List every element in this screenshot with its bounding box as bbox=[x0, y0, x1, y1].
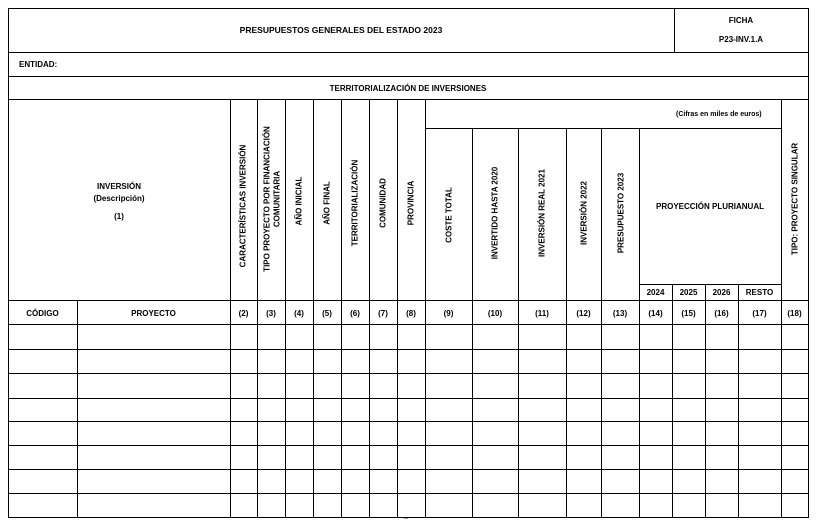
header-tipo-proyecto: TIPO PROYECTO POR FINANCIACIÓN bbox=[262, 126, 272, 272]
table-cell[interactable] bbox=[258, 350, 285, 373]
form-title: PRESUPUESTOS GENERALES DEL ESTADO 2023 bbox=[239, 25, 443, 35]
table-cell[interactable] bbox=[640, 422, 672, 445]
table-cell[interactable] bbox=[473, 374, 518, 398]
table-cell[interactable] bbox=[426, 494, 472, 517]
table-cell[interactable] bbox=[258, 422, 285, 445]
table-cell[interactable] bbox=[231, 374, 257, 398]
table-cell[interactable] bbox=[706, 325, 738, 349]
header-ano-inicial: AÑO INICIAL bbox=[294, 176, 304, 226]
col-num-14: (14) bbox=[648, 309, 663, 318]
table-cell[interactable] bbox=[602, 325, 639, 349]
table-cell[interactable] bbox=[782, 422, 808, 445]
table-cell[interactable] bbox=[640, 374, 672, 398]
table-cell[interactable] bbox=[398, 422, 425, 445]
table-cell[interactable] bbox=[782, 446, 808, 469]
table-cell[interactable] bbox=[782, 350, 808, 373]
table-cell[interactable] bbox=[782, 494, 808, 517]
table-cell[interactable] bbox=[370, 374, 397, 398]
table-cell[interactable] bbox=[739, 374, 781, 398]
units-note: (Cifras en miles de euros) bbox=[676, 111, 762, 118]
table-cell[interactable] bbox=[231, 325, 257, 349]
table-cell[interactable] bbox=[602, 422, 639, 445]
table-cell[interactable] bbox=[78, 470, 230, 493]
border-line bbox=[8, 76, 808, 77]
table-cell[interactable] bbox=[782, 325, 808, 349]
table-cell[interactable] bbox=[673, 374, 705, 398]
table-cell[interactable] bbox=[9, 494, 77, 517]
header-tipo-proyecto-singular: TIPO: PROYECTO SINGULAR bbox=[790, 142, 800, 256]
header-comunidad: COMUNIDAD bbox=[378, 178, 388, 228]
header-provincia: PROVINCIA bbox=[406, 180, 416, 226]
header-bottom bbox=[8, 300, 808, 301]
table-cell[interactable] bbox=[370, 470, 397, 493]
header-coste-total: COSTE TOTAL bbox=[444, 187, 454, 243]
table-cell[interactable] bbox=[567, 325, 601, 349]
col-num-8: (8) bbox=[406, 309, 416, 318]
table-cell[interactable] bbox=[426, 350, 472, 373]
table-cell[interactable] bbox=[286, 350, 313, 373]
table-cell[interactable] bbox=[602, 399, 639, 421]
table-cell[interactable] bbox=[739, 350, 781, 373]
col-num-11: (11) bbox=[535, 309, 549, 318]
header-invertido-2020: INVERTIDO HASTA 2020 bbox=[490, 166, 500, 260]
col-codigo: CÓDIGO bbox=[26, 309, 59, 318]
table-cell[interactable] bbox=[258, 399, 285, 421]
table-cell[interactable] bbox=[370, 422, 397, 445]
table-cell[interactable] bbox=[739, 422, 781, 445]
table-cell[interactable] bbox=[286, 325, 313, 349]
table-cell[interactable] bbox=[314, 374, 341, 398]
table-cell[interactable] bbox=[286, 494, 313, 517]
table-cell[interactable] bbox=[473, 446, 518, 469]
years-line bbox=[639, 284, 781, 285]
footer-mark: -- bbox=[404, 516, 408, 522]
table-cell[interactable] bbox=[9, 470, 77, 493]
table-cell[interactable] bbox=[231, 350, 257, 373]
table-cell[interactable] bbox=[78, 399, 230, 421]
table-cell[interactable] bbox=[602, 350, 639, 373]
table-cell[interactable] bbox=[473, 350, 518, 373]
table-cell[interactable] bbox=[286, 374, 313, 398]
table-cell[interactable] bbox=[426, 374, 472, 398]
table-cell[interactable] bbox=[342, 494, 369, 517]
table-cell[interactable] bbox=[567, 350, 601, 373]
table-cell[interactable] bbox=[286, 470, 313, 493]
table-cell[interactable] bbox=[739, 446, 781, 469]
table-cell[interactable] bbox=[9, 399, 77, 421]
table-cell[interactable] bbox=[640, 494, 672, 517]
table-cell[interactable] bbox=[78, 350, 230, 373]
table-cell[interactable] bbox=[782, 470, 808, 493]
table-cell[interactable] bbox=[398, 446, 425, 469]
header-ano-final: AÑO FINAL bbox=[322, 181, 332, 225]
table-cell[interactable] bbox=[473, 470, 518, 493]
table-cell[interactable] bbox=[640, 325, 672, 349]
table-cell[interactable] bbox=[706, 470, 738, 493]
inversion-label: INVERSIÓN bbox=[96, 182, 141, 191]
table-cell[interactable] bbox=[342, 399, 369, 421]
table-cell[interactable] bbox=[398, 470, 425, 493]
table-cell[interactable] bbox=[706, 422, 738, 445]
col-num-9: (9) bbox=[443, 309, 454, 318]
col-num-3: (3) bbox=[266, 309, 276, 318]
table-cell[interactable] bbox=[78, 325, 230, 349]
col-num-13: (13) bbox=[612, 309, 628, 318]
table-cell[interactable] bbox=[286, 446, 313, 469]
table-cell[interactable] bbox=[9, 374, 77, 398]
table-cell[interactable] bbox=[473, 325, 518, 349]
table-cell[interactable] bbox=[426, 446, 472, 469]
table-cell[interactable] bbox=[342, 422, 369, 445]
table-cell[interactable] bbox=[286, 399, 313, 421]
table-cell[interactable] bbox=[519, 350, 566, 373]
table-cell[interactable] bbox=[519, 446, 566, 469]
table-cell[interactable] bbox=[519, 422, 566, 445]
table-cell[interactable] bbox=[602, 446, 639, 469]
table-cell[interactable] bbox=[426, 325, 472, 349]
table-cell[interactable] bbox=[473, 422, 518, 445]
table-cell[interactable] bbox=[398, 325, 425, 349]
table-cell[interactable] bbox=[314, 350, 341, 373]
col-num-6: (6) bbox=[350, 309, 360, 318]
col-num-18: (18) bbox=[787, 309, 802, 318]
header-caracteristicas: CARACTERÍSTICAS INVERSIÓN bbox=[238, 144, 248, 268]
table-cell[interactable] bbox=[9, 446, 77, 469]
border-line bbox=[8, 99, 808, 100]
table-cell[interactable] bbox=[314, 494, 341, 517]
year-2026: 2026 bbox=[712, 288, 731, 297]
table-cell[interactable] bbox=[370, 350, 397, 373]
table-cell[interactable] bbox=[706, 446, 738, 469]
table-cell[interactable] bbox=[9, 422, 77, 445]
table-cell[interactable] bbox=[342, 325, 369, 349]
table-cell[interactable] bbox=[78, 494, 230, 517]
table-cell[interactable] bbox=[370, 446, 397, 469]
col-num-16: (16) bbox=[714, 309, 729, 318]
table-cell[interactable] bbox=[567, 422, 601, 445]
table-cell[interactable] bbox=[706, 374, 738, 398]
ficha-label: FICHA bbox=[728, 16, 754, 25]
col-num-17: (17) bbox=[752, 309, 767, 318]
table-cell[interactable] bbox=[782, 374, 808, 398]
header-territorializacion: TERRITORIALIZACIÓN bbox=[350, 159, 360, 247]
table-cell[interactable] bbox=[342, 350, 369, 373]
table-cell[interactable] bbox=[426, 399, 472, 421]
year-2024: 2024 bbox=[646, 288, 665, 297]
section-title: TERRITORIALIZACIÓN DE INVERSIONES bbox=[329, 84, 487, 93]
header-presupuesto-2023: PRESUPUESTO 2023 bbox=[616, 172, 626, 254]
table-cell[interactable] bbox=[673, 350, 705, 373]
table-cell[interactable] bbox=[231, 446, 257, 469]
table-cell[interactable] bbox=[673, 399, 705, 421]
table-cell[interactable] bbox=[398, 374, 425, 398]
table-cell[interactable] bbox=[782, 399, 808, 421]
table-cell[interactable] bbox=[78, 374, 230, 398]
inversion-num: (1) bbox=[114, 212, 124, 221]
table-cell[interactable] bbox=[706, 399, 738, 421]
header-inversion-real-2021: INVERSIÓN REAL 2021 bbox=[537, 169, 547, 257]
table-cell[interactable] bbox=[258, 374, 285, 398]
border-line bbox=[8, 52, 808, 53]
table-cell[interactable] bbox=[673, 446, 705, 469]
table-cell[interactable] bbox=[370, 325, 397, 349]
table-cell[interactable] bbox=[231, 399, 257, 421]
header-comunitaria: COMUNITARIA bbox=[272, 170, 282, 228]
table-cell[interactable] bbox=[370, 399, 397, 421]
table-cell[interactable] bbox=[426, 470, 472, 493]
table-cell[interactable] bbox=[706, 350, 738, 373]
col-proyecto: PROYECTO bbox=[131, 309, 176, 318]
header-inversion-2022: INVERSIÓN 2022 bbox=[579, 180, 589, 246]
table-cell[interactable] bbox=[739, 325, 781, 349]
table-cell[interactable] bbox=[342, 470, 369, 493]
table-cell[interactable] bbox=[519, 470, 566, 493]
table-cell[interactable] bbox=[739, 470, 781, 493]
table-cell[interactable] bbox=[398, 494, 425, 517]
table-cell[interactable] bbox=[640, 350, 672, 373]
table-cell[interactable] bbox=[602, 494, 639, 517]
table-cell[interactable] bbox=[314, 470, 341, 493]
table-cell[interactable] bbox=[519, 494, 566, 517]
col-num-15: (15) bbox=[681, 309, 696, 318]
col-num-5: (5) bbox=[322, 309, 332, 318]
table-cell[interactable] bbox=[567, 399, 601, 421]
table-cell[interactable] bbox=[258, 446, 285, 469]
table-cell[interactable] bbox=[314, 422, 341, 445]
year-2025: 2025 bbox=[679, 288, 698, 297]
table-cell[interactable] bbox=[231, 470, 257, 493]
table-cell[interactable] bbox=[602, 470, 639, 493]
border-bottom bbox=[8, 517, 808, 518]
table-cell[interactable] bbox=[398, 399, 425, 421]
table-cell[interactable] bbox=[231, 494, 257, 517]
table-cell[interactable] bbox=[342, 374, 369, 398]
table-cell[interactable] bbox=[426, 422, 472, 445]
ficha-code: P23-INV.1.A bbox=[718, 35, 764, 44]
table-cell[interactable] bbox=[673, 494, 705, 517]
border-top bbox=[8, 8, 808, 9]
inversion-sub: (Descripción) bbox=[93, 194, 145, 203]
table-cell[interactable] bbox=[567, 494, 601, 517]
col-num-2: (2) bbox=[238, 309, 249, 318]
table-cell[interactable] bbox=[519, 325, 566, 349]
table-cell[interactable] bbox=[258, 325, 285, 349]
table-cell[interactable] bbox=[519, 399, 566, 421]
table-cell[interactable] bbox=[231, 422, 257, 445]
table-cell[interactable] bbox=[567, 446, 601, 469]
table-cell[interactable] bbox=[567, 470, 601, 493]
col-num-4: (4) bbox=[294, 309, 304, 318]
table-cell[interactable] bbox=[9, 350, 77, 373]
table-cell[interactable] bbox=[258, 470, 285, 493]
table-cell[interactable] bbox=[673, 470, 705, 493]
col-num-10: (10) bbox=[487, 309, 503, 318]
table-cell[interactable] bbox=[370, 494, 397, 517]
table-cell[interactable] bbox=[78, 446, 230, 469]
table-cell[interactable] bbox=[342, 446, 369, 469]
table-cell[interactable] bbox=[78, 422, 230, 445]
table-cell[interactable] bbox=[473, 399, 518, 421]
table-cell[interactable] bbox=[640, 470, 672, 493]
table-cell[interactable] bbox=[314, 399, 341, 421]
table-cell[interactable] bbox=[314, 446, 341, 469]
table-cell[interactable] bbox=[567, 374, 601, 398]
border-right bbox=[808, 8, 809, 518]
table-cell[interactable] bbox=[602, 374, 639, 398]
col-num-12: (12) bbox=[576, 309, 591, 318]
entidad-label: ENTIDAD: bbox=[19, 60, 58, 69]
table-cell[interactable] bbox=[314, 325, 341, 349]
table-cell[interactable] bbox=[473, 494, 518, 517]
table-cell[interactable] bbox=[673, 422, 705, 445]
proyeccion-label: PROYECCIÓN PLURIANUAL bbox=[655, 202, 764, 211]
table-cell[interactable] bbox=[9, 325, 77, 349]
table-cell[interactable] bbox=[706, 494, 738, 517]
units-line bbox=[425, 128, 781, 129]
col-num-7: (7) bbox=[378, 309, 388, 318]
table-cell[interactable] bbox=[673, 325, 705, 349]
table-cell[interactable] bbox=[519, 374, 566, 398]
table-cell[interactable] bbox=[640, 446, 672, 469]
ficha-divider bbox=[674, 8, 675, 52]
table-cell[interactable] bbox=[739, 494, 781, 517]
table-cell[interactable] bbox=[398, 350, 425, 373]
table-cell[interactable] bbox=[739, 399, 781, 421]
year-resto: RESTO bbox=[745, 288, 774, 297]
table-cell[interactable] bbox=[286, 422, 313, 445]
table-cell[interactable] bbox=[640, 399, 672, 421]
table-cell[interactable] bbox=[258, 494, 285, 517]
